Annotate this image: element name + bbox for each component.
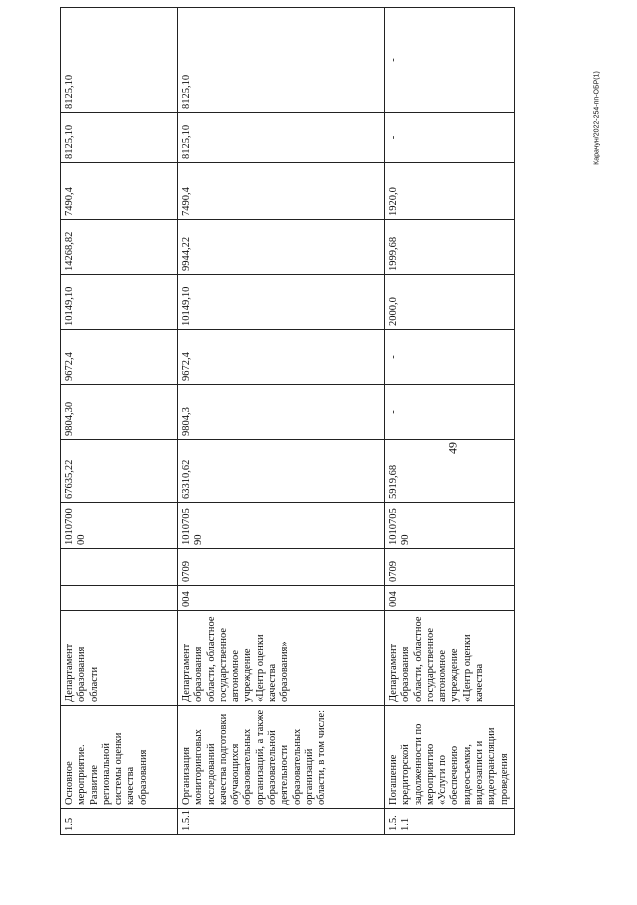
value-cell: 63310,62 (178, 440, 385, 503)
csr-cell: 101070000 (61, 503, 178, 549)
value-cell: 10149,10 (178, 275, 385, 330)
value-cell: 7490,4 (61, 163, 178, 220)
table-row (385, 8, 515, 835)
measure-name-cell: Погашение кредиторской задолженности по мероприятию «Услуги по обеспечению видеосъемки, видеозаписи и видеотрансляции проведения (385, 706, 515, 809)
value-cell: 1999,68 (385, 220, 515, 275)
row-number-cell: 1.5.1 (178, 809, 385, 835)
table-row (178, 8, 385, 835)
table-row (61, 8, 178, 835)
value-cell: 9672,4 (61, 330, 178, 385)
value-cell: - (385, 330, 515, 385)
rzpr-cell (61, 549, 178, 586)
budget-table-frame (60, 58, 510, 835)
value-cell: 8125,10 (178, 8, 385, 113)
grbs-cell: 004 (178, 586, 385, 611)
row-number-cell: 1.5 (61, 809, 178, 835)
value-cell: 9672,4 (178, 330, 385, 385)
value-cell: 9804,30 (61, 385, 178, 440)
value-cell: 2000,0 (385, 275, 515, 330)
value-cell: 8125,10 (61, 113, 178, 163)
executor-cell: Департамент образования области (61, 611, 178, 706)
value-cell: 10149,10 (61, 275, 178, 330)
value-cell: 8125,10 (61, 8, 178, 113)
value-cell: 5919,68 (385, 440, 515, 503)
executor-cell: Департамент образования области, областное государственное автономное учреждение «Центр оценки качества (385, 611, 515, 706)
value-cell: 67635,22 (61, 440, 178, 503)
document-code: Карачун/2022-254-пп-ОБР(1) (593, 71, 601, 165)
row-number-cell: 1.5.1.1 (385, 809, 515, 835)
grbs-cell: 004 (385, 586, 515, 611)
value-cell: - (385, 8, 515, 113)
value-cell: 1920,0 (385, 163, 515, 220)
value-cell: - (385, 113, 515, 163)
value-cell: 9944,22 (178, 220, 385, 275)
value-cell: 7490,4 (178, 163, 385, 220)
value-cell: - (385, 385, 515, 440)
rzpr-cell: 0709 (385, 549, 515, 586)
value-cell: 9804,3 (178, 385, 385, 440)
csr-cell: 101070590 (385, 503, 515, 549)
measure-name-cell: Основное мероприятие. Развитие региональной системы оценки качества образования (61, 706, 178, 809)
rzpr-cell: 0709 (178, 549, 385, 586)
grbs-cell (61, 586, 178, 611)
budget-table (60, 7, 515, 835)
page-number: 49 (445, 442, 460, 454)
value-cell: 8125,10 (178, 113, 385, 163)
value-cell: 14268,82 (61, 220, 178, 275)
csr-cell: 101070590 (178, 503, 385, 549)
executor-cell: Департамент образования области, областное государственное автономное учреждение «Центр оценки качества образования» (178, 611, 385, 706)
measure-name-cell: Организация мониторинговых исследований качества подготовки обучающихся образовательных организаций, а также образовательной деятельности образовательных организаций области, в том числе: (178, 706, 385, 809)
